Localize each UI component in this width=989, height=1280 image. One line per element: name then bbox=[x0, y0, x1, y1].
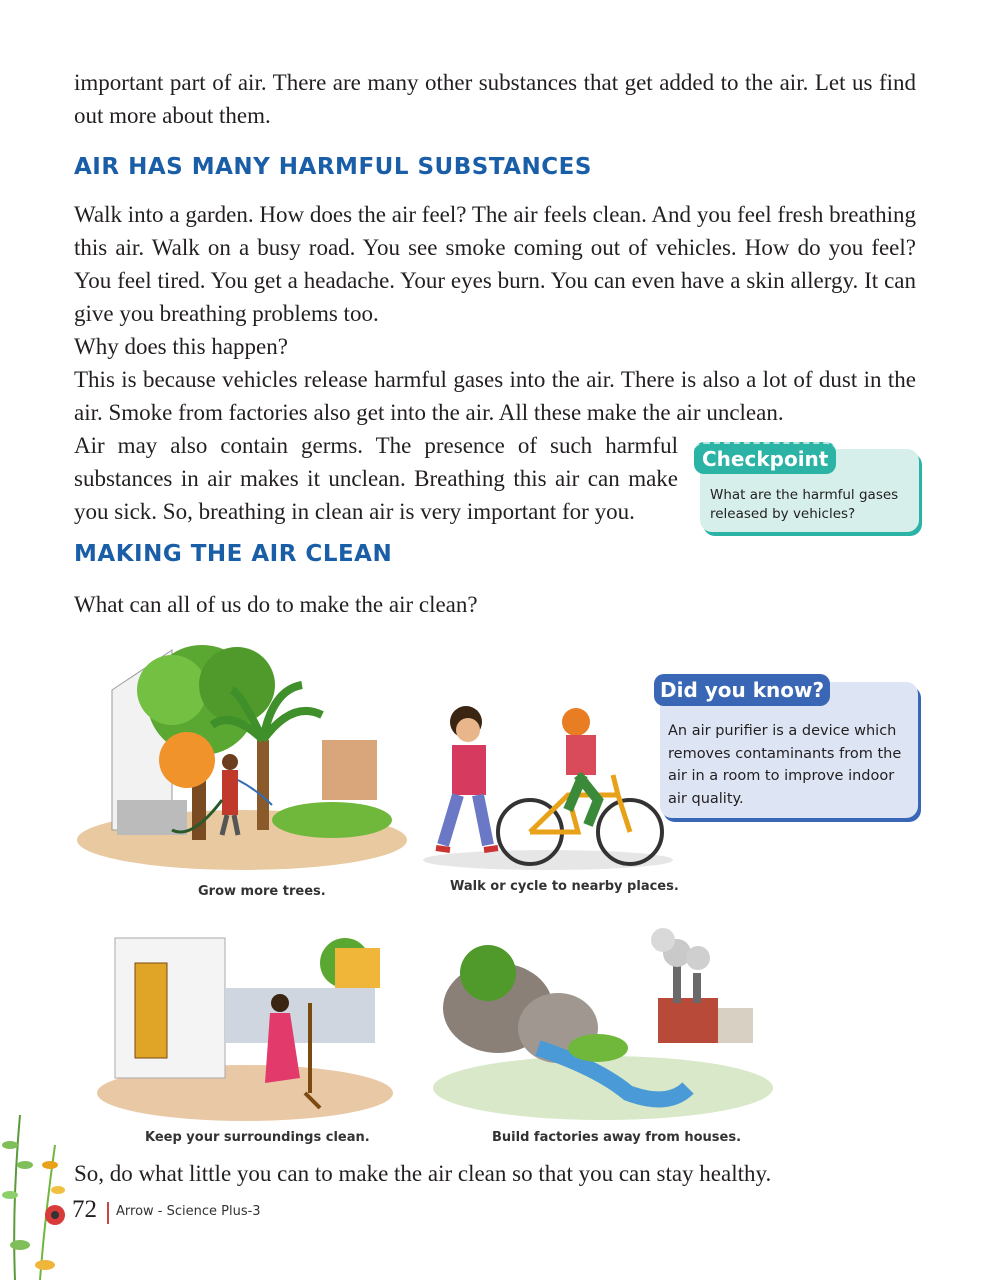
factories-illustration bbox=[428, 918, 783, 1123]
tree-on-rock bbox=[460, 945, 516, 1001]
did-you-know-label: Did you know? bbox=[654, 674, 830, 706]
clean-surroundings-illustration bbox=[95, 918, 395, 1123]
garden-paragraph: Walk into a garden. How does the air feel? The air feels clean. And you feel fresh breathing this air. Walk on a busy road. You see smoke coming out of vehicles. How do you feel? You feel tired. You get a headache. Your eyes burn. You can even have a skin allergy. It can give you breathing problems too. bbox=[74, 202, 916, 326]
building bbox=[335, 948, 380, 988]
wall-block bbox=[322, 740, 377, 800]
chimney-2 bbox=[693, 973, 701, 1003]
steps bbox=[117, 800, 187, 835]
checkpoint-box bbox=[694, 446, 919, 532]
caption-walk-cycle: Walk or cycle to nearby places. bbox=[450, 879, 679, 894]
cyclist-shirt bbox=[566, 735, 596, 775]
boundary-wall bbox=[225, 988, 375, 1043]
grass bbox=[568, 1034, 628, 1062]
germs-paragraph: Air may also contain germs. The presence of such harmful substances in air makes it unclean. Breathing this air can make you sick. So, breathing in clean air is very important for you. bbox=[74, 433, 678, 524]
palm-trunk bbox=[257, 740, 269, 830]
caption-clean-surroundings: Keep your surroundings clean. bbox=[145, 1130, 370, 1145]
caption-grow-trees: Grow more trees. bbox=[198, 884, 326, 899]
checkpoint-question: What are the harmful gases released by vehicles? bbox=[710, 487, 899, 522]
why-question: Why does this happen? bbox=[74, 334, 288, 359]
closing-paragraph: So, do what little you can to make the air clean so that you can stay healthy. bbox=[74, 1161, 772, 1186]
footer-divider bbox=[107, 1202, 109, 1224]
walk-cycle-illustration bbox=[418, 700, 678, 872]
walking-boy-shoes bbox=[436, 848, 498, 850]
flowering-bush bbox=[159, 732, 215, 788]
cyclist-helmet bbox=[562, 708, 590, 736]
house bbox=[115, 938, 225, 1078]
walking-boy-legs bbox=[443, 795, 488, 845]
checkpoint-label: Checkpoint bbox=[694, 442, 836, 474]
page-number: 72 bbox=[72, 1196, 97, 1223]
caption-factories: Build factories away from houses. bbox=[492, 1130, 742, 1145]
did-you-know-text: An air purifier is a device which removes contaminants from the air in a room to improve indoor air quality. bbox=[668, 723, 902, 807]
woman-head bbox=[271, 994, 289, 1012]
chimney-1 bbox=[673, 963, 681, 1003]
shrubs bbox=[272, 802, 392, 838]
intro-paragraph: important part of air. There are many other substances that get added to the air. Let us find out more about them. bbox=[74, 70, 916, 128]
walking-boy-face bbox=[456, 718, 480, 742]
tree-canopy-left bbox=[137, 655, 207, 725]
heading-harmful-substances: AIR HAS MANY HARMFUL SUBSTANCES bbox=[74, 154, 592, 180]
grow-trees-illustration bbox=[72, 630, 412, 875]
house-door bbox=[135, 963, 167, 1058]
factory-shed bbox=[718, 1008, 753, 1043]
gardener-body bbox=[222, 770, 238, 815]
vehicles-paragraph: This is because vehicles release harmful gases into the air. There is also a lot of dust in the air. Smoke from factories also get into the air. All these make the air unclean. bbox=[74, 367, 916, 425]
book-title: Arrow - Science Plus-3 bbox=[116, 1204, 261, 1219]
gardener-head bbox=[222, 754, 238, 770]
factory-building bbox=[658, 998, 718, 1043]
land bbox=[433, 1056, 773, 1120]
walking-boy-vest bbox=[452, 745, 486, 795]
smoke-2 bbox=[651, 928, 675, 952]
decorative-plant-icon bbox=[0, 1105, 70, 1280]
did-you-know-box bbox=[654, 674, 918, 818]
question-paragraph: What can all of us do to make the air clean? bbox=[74, 592, 478, 617]
heading-making-air-clean: MAKING THE AIR CLEAN bbox=[74, 541, 393, 567]
smoke-3 bbox=[686, 946, 710, 970]
tree-canopy-right bbox=[199, 647, 275, 723]
